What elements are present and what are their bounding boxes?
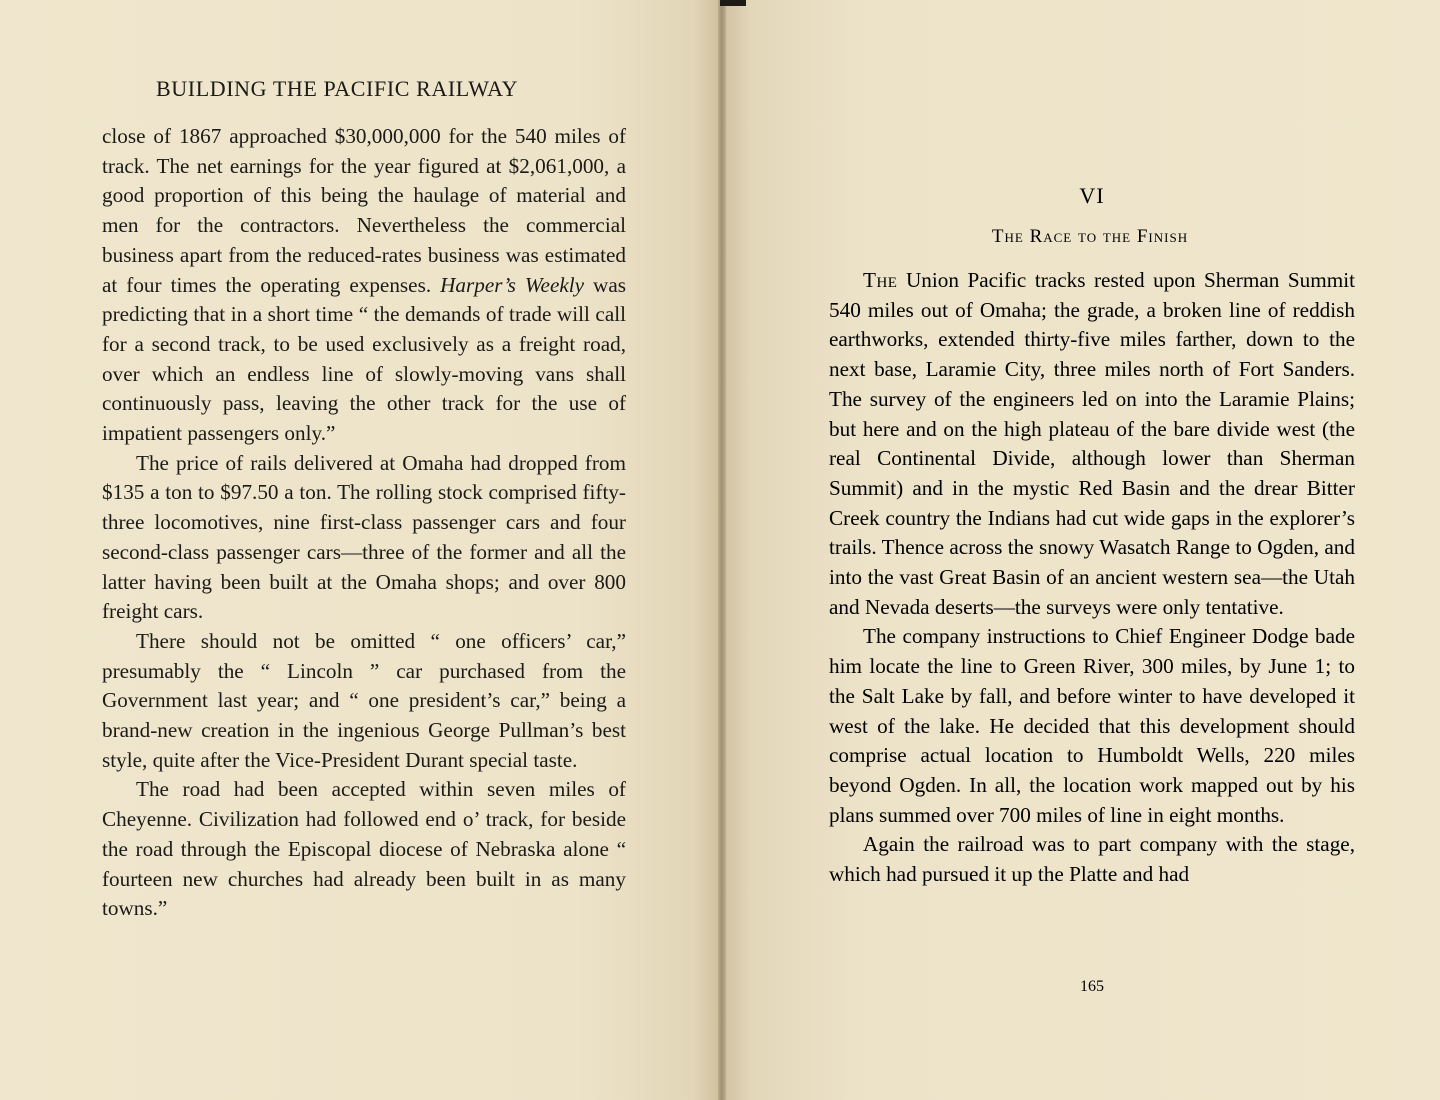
right-paragraph-2: The company instructions to Chief Engineer Dodge bade him locate the line to Green River, 300 miles, by June 1; to the Salt Lake by fall, and before winter to have developed it west of the lake. He decided that this development should comprise actual location to Humboldt Wells, 220 miles beyond Ogden. In all, the location work mapped out by his plans summed over 700 miles of line in eight months. [829,624,1355,827]
paragraph-text-continued: was predicting that in a short time “ the demands of trade will call for a second track, to be used exclusively as a freight road, over which an endless line of slowly-moving vans shall continuously pass, leaving the other track for the use of impatient passengers only.” [102,272,627,446]
right-paragraph-3: Again the railroad was to part company with the stage, which had pursued it up the Platte and had [829,832,1355,887]
chapter-number: VI [1079,183,1105,208]
left-paragraph-1 [102,122,626,449]
chapter-title: The Race to the Finish [991,226,1189,247]
left-paragraph-2: The price of rails delivered at Omaha had dropped from $135 a ton to $97.50 a ton. The rolling stock comprised fifty-three locomotives, nine first-class passenger cars and four second-class passenger cars—three of the former and all the latter having been built at the Omaha shops; and over 800 freight cars. [102,450,626,624]
paragraph-text: close of 1867 approached $30,000,000 for the 540 miles of track. The net earnings for the year figured at $2,061,000, a good proportion of this being the haulage of material and men for the contractors. Nevertheless the commercial business apart from the reduced-rates business was estimated at four times the operating expenses. [102,124,626,297]
binding-edge [720,0,746,6]
paragraph-lead-word: The [863,268,898,292]
left-paragraph-3: There should not be omitted “ one officers’ car,” presumably the “ Lincoln ” car purchased from the Government last year; and “ one president’s car,” being a brand-new creation in the ingenious George Pullman’s best style, quite after the Vice-President Durant special taste. [102,628,626,772]
book-gutter [718,0,726,1100]
right-page-body [829,266,1355,890]
running-head: BUILDING THE PACIFIC RAILWAY [156,76,519,101]
right-paragraph-1 [829,266,1355,622]
periodical-title: Harper’s Weekly [440,272,585,297]
left-paragraph-4: The road had been accepted within seven miles of Cheyenne. Civilization had followed end o’ track, for beside the road through the Episcopal diocese of Nebraska alone “ fourteen new churches had already been built in as many towns.” [102,777,626,921]
left-page-body [102,122,626,924]
paragraph-text: Union Pacific tracks rested upon Sherman Summit 540 miles out of Omaha; the grade, a broken line of reddish earthworks, extended thirty-five miles farther, down to the next base, Laramie City, three miles north of Fort Sanders. The survey of the engineers led on into the Laramie Plains; but here and on the high plateau of the bare divide west (the real Continental Divide, although lower than Sherman Summit) and in the mystic Red Basin and the drear Bitter Creek country the Indians had cut wide gaps in the explorer’s trails. Thence across the snowy Wasatch Range to Ogden, and into the vast Great Basin of an ancient western sea—the Utah and Nevada deserts—the surveys were only tentative. [829,268,1355,619]
page-number: 165 [1080,978,1104,995]
